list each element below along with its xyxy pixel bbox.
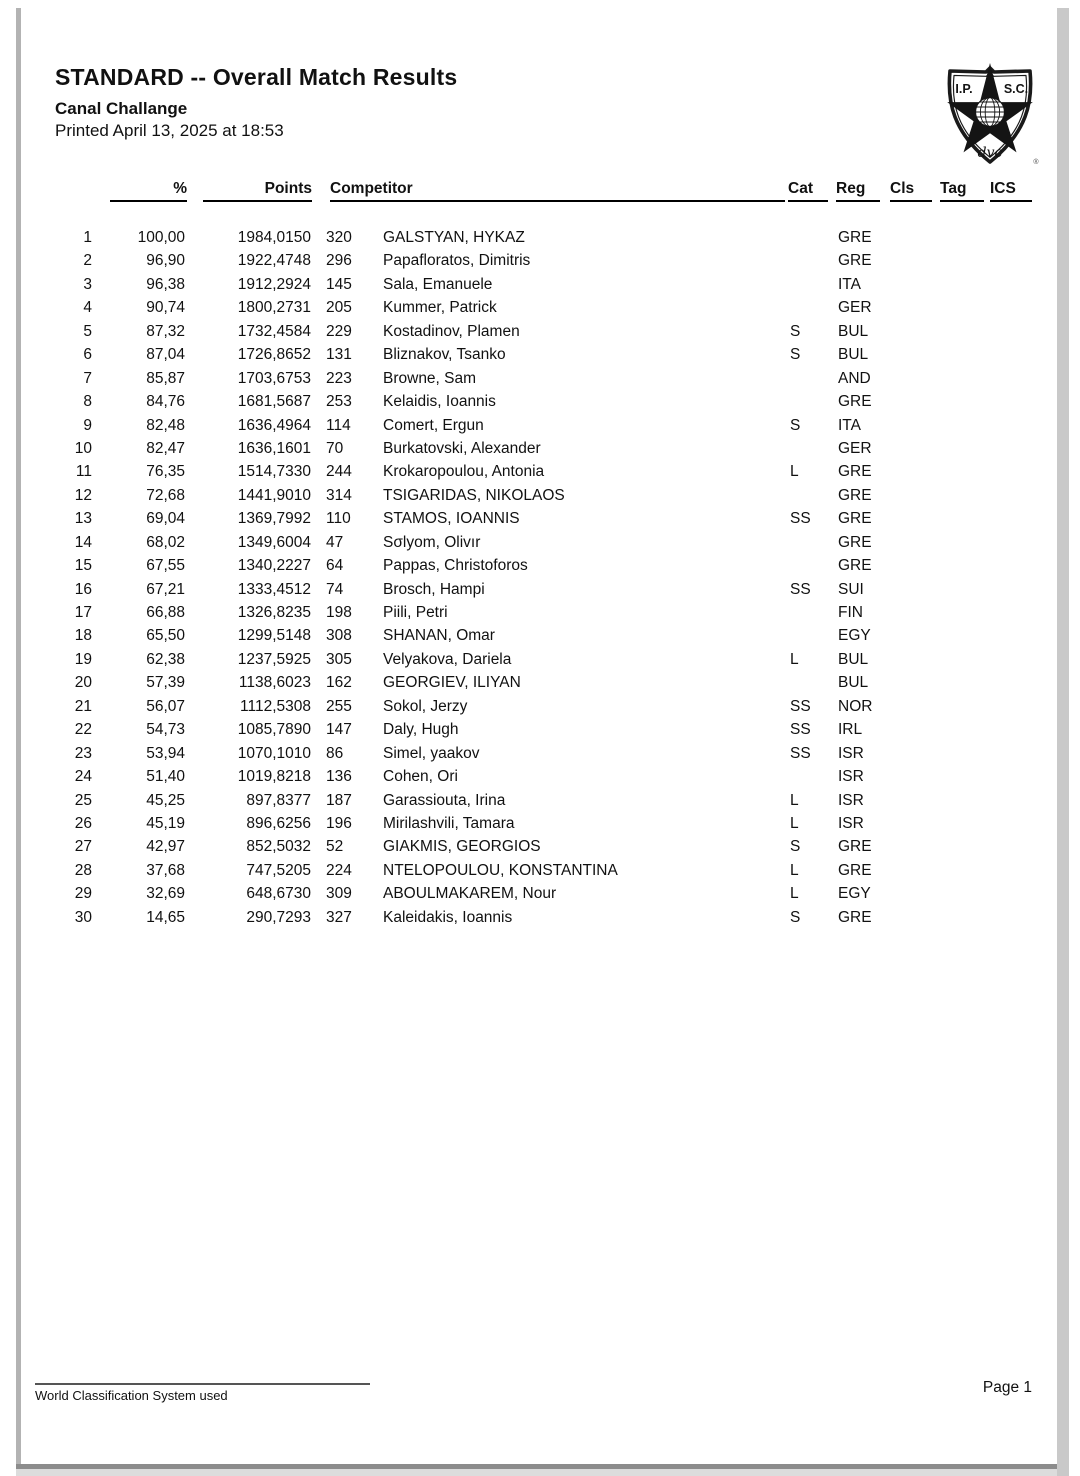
cell-region: GRE: [838, 229, 872, 246]
cell-rank: 4: [83, 299, 92, 317]
cell-competitor-number: 147: [326, 721, 352, 739]
cell-percent: 87,04: [146, 346, 185, 364]
cell-rank: 22: [74, 721, 92, 739]
header-competitor: Competitor: [330, 180, 785, 202]
cell-points: 1984,0150: [237, 229, 311, 246]
cell-competitor-number: 47: [326, 533, 344, 551]
cell-competitor-number: 255: [326, 697, 352, 715]
cell-rank: 19: [74, 650, 92, 668]
cell-competitor-number: 64: [326, 557, 344, 575]
cell-percent: 90,74: [146, 299, 185, 317]
results-rows: [0, 226, 1080, 929]
cell-percent: 67,55: [146, 557, 185, 575]
cell-competitor-name: Papafloratos, Dimitris: [383, 252, 531, 270]
cell-category: L: [790, 861, 799, 879]
header-cls: Cls: [890, 180, 932, 202]
cell-rank: 15: [74, 557, 92, 575]
cell-region: GRE: [838, 486, 872, 504]
cell-competitor-name: TSIGARIDAS, NIKOLAOS: [383, 486, 565, 504]
cell-category: SS: [790, 721, 811, 739]
table-row: [0, 296, 1080, 319]
table-row: [0, 484, 1080, 507]
cell-competitor-number: 244: [326, 463, 352, 481]
cell-points: 1732,4584: [237, 322, 311, 340]
cell-points: 747,5205: [246, 861, 311, 879]
logo-text-ip: I.P.: [955, 82, 973, 96]
cell-competitor-name: Piili, Petri: [383, 604, 448, 621]
cell-region: SUI: [838, 580, 864, 598]
page-number: Page 1: [982, 1379, 1032, 1396]
cell-competitor-name: Comert, Ergun: [383, 416, 484, 434]
cell-rank: 3: [83, 275, 92, 293]
cell-region: BUL: [838, 346, 869, 364]
cell-competitor-name: Daly, Hugh: [383, 721, 459, 739]
cell-points: 897,8377: [246, 791, 311, 809]
cell-region: GRE: [838, 252, 872, 270]
cell-category: SS: [790, 744, 811, 762]
cell-competitor-number: 224: [326, 861, 352, 879]
cell-percent: 45,25: [146, 791, 185, 809]
cell-region: GRE: [838, 393, 872, 411]
cell-competitor-number: 70: [326, 439, 344, 457]
cell-competitor-number: 253: [326, 393, 352, 411]
table-row: [0, 859, 1080, 882]
cell-region: GRE: [838, 838, 872, 856]
cell-points: 1326,8235: [237, 604, 311, 621]
cell-competitor-name: GALSTYAN, HYKAZ: [383, 229, 525, 246]
header-points: Points: [203, 180, 312, 202]
cell-percent: 54,73: [146, 721, 185, 739]
cell-category: SS: [790, 697, 811, 715]
cell-region: GER: [838, 299, 872, 317]
cell-competitor-number: 320: [326, 229, 352, 246]
footer-divider: [35, 1383, 370, 1385]
cell-region: BUL: [838, 322, 869, 340]
cell-points: 1912,2924: [237, 275, 311, 293]
cell-region: GRE: [838, 557, 872, 575]
cell-competitor-number: 309: [326, 885, 352, 903]
cell-points: 1800,2731: [237, 299, 311, 317]
cell-competitor-name: Simel, yaakov: [383, 744, 480, 762]
cell-rank: 6: [83, 346, 92, 364]
logo-script-dvc: dvc: [977, 145, 1003, 161]
cell-rank: 14: [74, 533, 92, 551]
cell-region: BUL: [838, 674, 869, 692]
match-name: Canal Challange: [55, 99, 188, 118]
cell-region: ISR: [838, 744, 864, 762]
cell-region: GRE: [838, 463, 872, 481]
cell-rank: 11: [75, 463, 92, 481]
cell-percent: 96,90: [146, 252, 185, 270]
cell-points: 1922,4748: [237, 252, 311, 270]
cell-points: 1085,7890: [237, 721, 311, 739]
cell-competitor-number: 196: [326, 814, 352, 832]
table-row: [0, 437, 1080, 460]
cell-rank: 30: [74, 908, 92, 926]
cell-competitor-name: Browne, Sam: [383, 369, 477, 387]
table-row: [0, 249, 1080, 272]
table-row: [0, 531, 1080, 554]
cell-competitor-name: Bliznakov, Tsanko: [383, 346, 506, 364]
cell-percent: 69,04: [146, 510, 185, 528]
cell-percent: 51,40: [146, 768, 185, 786]
cell-rank: 28: [74, 861, 92, 879]
cell-competitor-number: 136: [326, 768, 352, 786]
cell-rank: 25: [74, 791, 92, 809]
cell-region: ISR: [838, 814, 864, 832]
table-row: [0, 601, 1080, 624]
cell-percent: 82,48: [146, 416, 185, 434]
cell-points: 1237,5925: [237, 650, 311, 668]
cell-competitor-name: Sala, Emanuele: [383, 275, 493, 293]
table-row: [0, 882, 1080, 905]
cell-competitor-name: STAMOS, IOANNIS: [383, 510, 520, 528]
cell-percent: 37,68: [146, 861, 185, 879]
cell-region: EGY: [838, 885, 871, 903]
cell-competitor-number: 145: [326, 275, 352, 293]
table-row: [0, 812, 1080, 835]
cell-rank: 20: [74, 674, 92, 692]
cell-category: L: [790, 814, 799, 832]
report-title: STANDARD -- Overall Match Results: [55, 64, 458, 90]
cell-points: 1514,7330: [237, 463, 311, 481]
cell-region: ITA: [838, 275, 861, 293]
table-row: [0, 367, 1080, 390]
cell-percent: 96,38: [146, 275, 185, 293]
classification-note: World Classification System used: [35, 1388, 228, 1403]
cell-points: 648,6730: [246, 885, 311, 903]
cell-region: GRE: [838, 861, 872, 879]
cell-percent: 56,07: [146, 697, 185, 715]
cell-competitor-name: Burkatovski, Alexander: [383, 439, 541, 457]
cell-rank: 9: [83, 416, 92, 434]
cell-competitor-name: Kaleidakis, Ioannis: [383, 908, 513, 926]
cell-competitor-number: 308: [326, 627, 352, 645]
table-row: [0, 390, 1080, 413]
cell-competitor-number: 110: [326, 510, 351, 528]
header-cat: Cat: [788, 180, 828, 202]
cell-competitor-name: Mirilashvili, Tamara: [383, 814, 515, 832]
cell-points: 1333,4512: [237, 580, 311, 598]
header-reg: Reg: [836, 180, 880, 202]
cell-percent: 67,21: [146, 580, 185, 598]
cell-region: GER: [838, 439, 872, 457]
cell-percent: 14,65: [146, 908, 185, 926]
cell-percent: 72,68: [146, 486, 185, 504]
table-row: [0, 671, 1080, 694]
cell-region: GRE: [838, 510, 872, 528]
cell-points: 1636,1601: [237, 439, 311, 457]
cell-competitor-number: 229: [326, 322, 352, 340]
cell-competitor-number: 74: [326, 580, 344, 598]
table-row: [0, 648, 1080, 671]
table-row: [0, 320, 1080, 343]
cell-competitor-name: NTELOPOULOU, KONSTANTINA: [383, 861, 618, 879]
cell-rank: 2: [83, 252, 92, 270]
cell-category: L: [790, 885, 799, 903]
cell-rank: 18: [74, 627, 92, 645]
cell-category: SS: [790, 580, 811, 598]
header-tag: Tag: [940, 180, 984, 202]
table-row: [0, 507, 1080, 530]
cell-percent: 76,35: [146, 463, 185, 481]
cell-competitor-name: GEORGIEV, ILIYAN: [383, 674, 521, 692]
header-ics: ICS: [990, 180, 1032, 202]
cell-percent: 65,50: [146, 627, 185, 645]
cell-percent: 66,88: [146, 604, 185, 621]
cell-percent: 62,38: [146, 650, 185, 668]
results-table-header: [0, 180, 1080, 203]
cell-points: 1703,6753: [237, 369, 311, 387]
cell-competitor-name: SHANAN, Omar: [383, 627, 495, 645]
cell-points: 1349,6004: [237, 533, 311, 551]
cell-points: 896,6256: [246, 814, 311, 832]
cell-rank: 10: [74, 439, 92, 457]
logo-text-sc: S.C.: [1003, 82, 1029, 96]
cell-competitor-name: Krokaropoulou, Antonia: [383, 463, 545, 481]
cell-competitor-number: 187: [326, 791, 352, 809]
cell-category: SS: [790, 510, 811, 528]
cell-region: BUL: [838, 650, 869, 668]
cell-percent: 57,39: [146, 674, 185, 692]
cell-competitor-name: Kelaidis, Ioannis: [383, 393, 496, 411]
page-bottom-shadow: [16, 1469, 1069, 1476]
table-row: [0, 460, 1080, 483]
registered-mark: ®: [1033, 159, 1039, 166]
cell-points: 1299,5148: [237, 627, 311, 645]
table-row: [0, 578, 1080, 601]
cell-competitor-number: 305: [326, 650, 352, 668]
table-row: [0, 554, 1080, 577]
cell-rank: 27: [74, 838, 92, 856]
cell-competitor-number: 205: [326, 299, 352, 317]
cell-competitor-number: 162: [326, 674, 352, 692]
cell-competitor-number: 52: [326, 838, 344, 856]
printed-timestamp: Printed April 13, 2025 at 18:53: [55, 121, 284, 140]
cell-competitor-name: Brosch, Hampi: [383, 580, 485, 598]
cell-category: L: [790, 650, 799, 668]
cell-percent: 53,94: [146, 744, 185, 762]
cell-rank: 8: [83, 393, 92, 411]
table-row: [0, 343, 1080, 366]
cell-points: 1019,8218: [237, 768, 311, 786]
cell-percent: 84,76: [146, 393, 185, 411]
table-row: [0, 624, 1080, 647]
cell-category: L: [790, 463, 799, 481]
cell-percent: 82,47: [146, 439, 185, 457]
cell-region: NOR: [838, 697, 873, 715]
cell-rank: 12: [74, 486, 92, 504]
cell-competitor-name: Sokol, Jerzy: [383, 697, 468, 715]
cell-competitor-name: Garassiouta, Irina: [383, 791, 506, 809]
cell-competitor-name: Pappas, Christoforos: [383, 557, 528, 575]
cell-region: FIN: [838, 604, 863, 621]
table-row: [0, 273, 1080, 296]
cell-competitor-name: Kostadinov, Plamen: [383, 322, 520, 340]
table-row: [0, 835, 1080, 858]
cell-category: S: [790, 322, 801, 340]
cell-rank: 16: [74, 580, 92, 598]
cell-percent: 87,32: [146, 322, 185, 340]
cell-rank: 26: [74, 814, 92, 832]
cell-competitor-name: Kummer, Patrick: [383, 299, 497, 317]
cell-rank: 5: [83, 322, 92, 340]
cell-rank: 23: [74, 744, 92, 762]
cell-points: 290,7293: [246, 908, 311, 926]
cell-competitor-number: 114: [326, 416, 351, 434]
cell-competitor-number: 223: [326, 369, 352, 387]
cell-rank: 17: [74, 604, 92, 621]
cell-region: ISR: [838, 768, 864, 786]
cell-category: S: [790, 416, 801, 434]
cell-region: AND: [838, 369, 871, 387]
cell-rank: 7: [83, 369, 92, 387]
cell-points: 1726,8652: [237, 346, 311, 364]
table-row: [0, 695, 1080, 718]
table-row: [0, 765, 1080, 788]
cell-region: ITA: [838, 416, 861, 434]
cell-points: 1681,5687: [237, 393, 311, 411]
cell-points: 852,5032: [246, 838, 311, 856]
cell-competitor-number: 314: [326, 486, 352, 504]
table-row: [0, 414, 1080, 437]
cell-points: 1441,9010: [237, 486, 311, 504]
cell-competitor-number: 131: [326, 346, 352, 364]
cell-region: EGY: [838, 627, 871, 645]
cell-rank: 24: [74, 768, 92, 786]
cell-region: IRL: [838, 721, 863, 739]
cell-competitor-number: 327: [326, 908, 352, 926]
cell-region: GRE: [838, 908, 872, 926]
header-percent: %: [110, 180, 187, 202]
cell-rank: 21: [74, 697, 92, 715]
cell-percent: 32,69: [146, 885, 185, 903]
table-row: [0, 906, 1080, 929]
cell-points: 1369,7992: [237, 510, 311, 528]
cell-category: L: [790, 791, 799, 809]
cell-points: 1112,5308: [240, 697, 311, 715]
cell-percent: 85,87: [146, 369, 185, 387]
cell-rank: 13: [74, 510, 92, 528]
cell-percent: 42,97: [146, 838, 185, 856]
cell-percent: 68,02: [146, 533, 185, 551]
table-row: [0, 226, 1080, 249]
cell-rank: 29: [74, 885, 92, 903]
table-row: [0, 742, 1080, 765]
cell-category: S: [790, 346, 801, 364]
ipsc-shield-icon: [938, 58, 1042, 170]
cell-competitor-number: 198: [326, 604, 352, 621]
cell-competitor-name: Velyakova, Dariela: [383, 650, 512, 668]
ipsc-logo: [938, 58, 1042, 170]
table-row: [0, 718, 1080, 741]
cell-points: 1138,6023: [238, 674, 311, 692]
cell-percent: 100,00: [137, 229, 185, 246]
cell-competitor-name: Cohen, Ori: [383, 768, 458, 786]
cell-points: 1340,2227: [237, 557, 311, 575]
cell-region: ISR: [838, 791, 864, 809]
cell-region: GRE: [838, 533, 872, 551]
cell-points: 1070,1010: [237, 744, 311, 762]
table-row: [0, 789, 1080, 812]
cell-percent: 45,19: [146, 814, 185, 832]
cell-competitor-name: GIAKMIS, GEORGIOS: [383, 838, 541, 856]
cell-points: 1636,4964: [237, 416, 311, 434]
cell-category: S: [790, 838, 801, 856]
cell-competitor-name: ABOULMAKAREM, Nour: [383, 885, 557, 903]
cell-category: S: [790, 908, 801, 926]
cell-competitor-number: 296: [326, 252, 352, 270]
cell-rank: 1: [83, 229, 92, 246]
cell-competitor-number: 86: [326, 744, 344, 762]
cell-competitor-name: Sσlyom, Olivır: [383, 533, 481, 551]
